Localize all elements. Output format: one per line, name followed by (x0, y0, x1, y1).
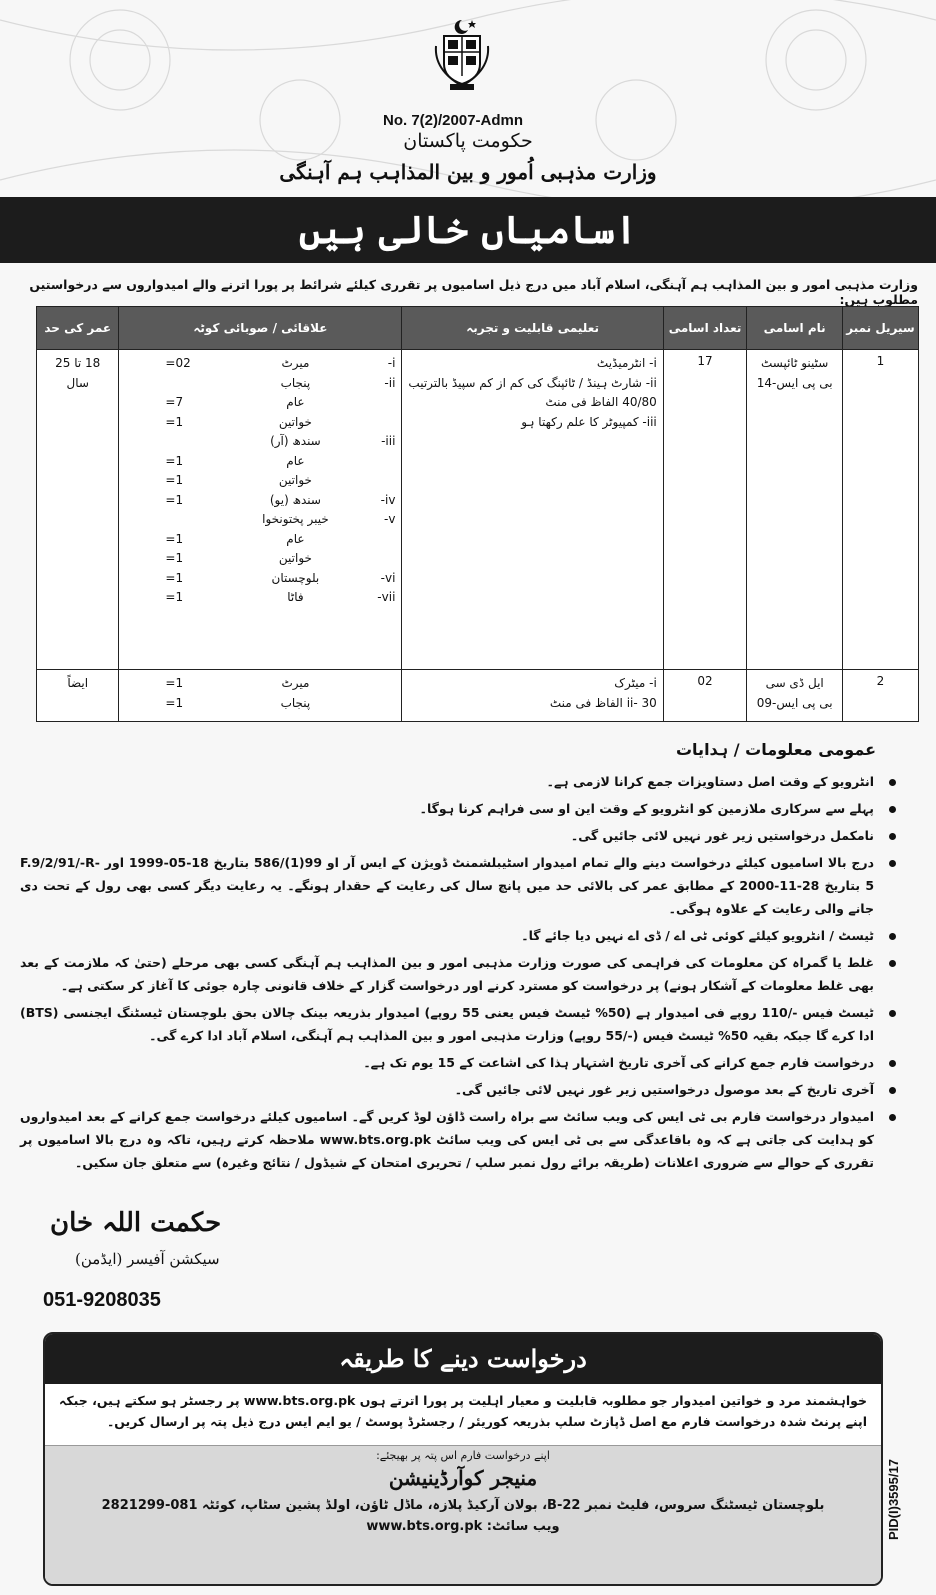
quota-item (125, 588, 395, 608)
header-count: تعداد اسامی (663, 307, 747, 350)
serial-cell: 2 (842, 670, 918, 722)
bullet-icon (889, 833, 896, 840)
quota-value: =1 (165, 551, 184, 565)
quota-index (355, 694, 395, 714)
quota-item (125, 510, 395, 530)
header-qualification: تعلیمی قابلیت و تجربہ (402, 307, 663, 350)
quota-index: i- (387, 356, 396, 370)
quota-index: iii- (381, 434, 396, 448)
qualification-line: i- میٹرک (614, 676, 657, 690)
quota-name: سندھ (آر) (270, 434, 321, 448)
quota-name: خواتین (278, 414, 312, 429)
signatory-title: سیکشن آفیسر (ایڈمن) (75, 1250, 220, 1268)
quota-index: ii- (384, 375, 396, 390)
quota-value: =7 (165, 395, 184, 409)
header-post: نام اسامی (747, 307, 843, 350)
age-range: 18 تا 25 (55, 356, 101, 370)
quota-index: v- (383, 512, 396, 526)
quota-index (355, 413, 395, 433)
government-name: حکومت پاکستان (403, 130, 533, 152)
header-quota: علاقائی / صوبائی کوٹہ (119, 307, 402, 350)
quota-value (125, 510, 235, 530)
quota-item (125, 374, 395, 394)
quota-item (125, 413, 395, 433)
count-cell: 17 (663, 350, 747, 670)
instruction-text: نامکمل درخواستیں زیر غور نہیں لائی جائیں گی۔ (570, 828, 874, 843)
instruction-text: درج بالا اسامیوں کیلئے درخواست دینے والے تمام امیدوار اسٹیبلشمنٹ ڈویژن کے ایس آر او 99(1)/586 بتاریخ 18-05-1999 اور F.9/2/91/-R-5 بتاریخ 28-11-2000 کے مطابق عمر کی بالائی حد میں پانچ سال کی رعایت کے حقدار ہونگے۔ یہ رعایت دیگر کسی بھی رول کے تحت دی جانے والی رعایت کے علاوہ ہوگی۔ (20, 855, 875, 916)
age-cell (37, 350, 119, 670)
table-row (37, 670, 919, 722)
quota-name: پنجاب (280, 695, 311, 710)
list-item (20, 1078, 900, 1101)
quota-value: =1 (165, 590, 184, 604)
quota-value: =1 (165, 676, 184, 690)
quota-value: =1 (165, 695, 184, 710)
quota-name: عام (286, 395, 305, 409)
manager-title: منیجر کوآرڈینیشن (388, 1466, 538, 1490)
instruction-text: انٹرویو کے وقت اصل دستاویزات جمع کرانا لازمی ہے۔ (546, 774, 874, 789)
age-cell (37, 670, 119, 722)
quota-name: میرٹ (281, 356, 310, 370)
instructions-title: عمومی معلومات / ہدایات (675, 740, 876, 759)
qualification-line: iii- کمپیوٹر کا علم رکھتا ہو (521, 414, 657, 429)
list-item (20, 1001, 900, 1047)
quota-cell (119, 350, 402, 670)
quota-name: سندھ (یو) (269, 492, 321, 507)
bullet-icon (889, 1087, 896, 1094)
quota-item (125, 393, 395, 413)
contact-phone: 051-9208035 (43, 1289, 161, 1311)
vacancies-banner: اسامیاں خالی ہیں (0, 197, 936, 263)
how-to-apply-text: خواہشمند مرد و خواتین امیدوار جو مطلوبہ قابلیت و معیار اہلیت پر پورا اترتے ہوں www.bts.org.pk پر رجسٹر ہو سکتے ہیں، جبکہ اپنے پرنٹ شدہ درخواست فارم مع اصل ڈپازٹ سلپ بذریعہ کوریئر / رجسٹرڈ پوسٹ / یو ایم ایس درج ذیل پتہ پر ارسال کریں۔ (59, 1393, 867, 1429)
post-scale: بی پی ایس-14 (756, 375, 833, 390)
quota-item (125, 530, 395, 550)
list-item (20, 824, 900, 847)
quota-name: میرٹ (281, 676, 310, 690)
quota-name: عام (286, 453, 305, 468)
instruction-text: غلط یا گمراہ کن معلومات کی فراہمی کی صورت وزارت مذہبی امور و بین المذاہب ہم آہنگی کسی بھی مرحلے (حتیٰ کہ ملازمت کے بعد بھی غلط معلومات کے آشکار ہونے) پر درخواست کو مسترد کرنے اور درخواست گزار کے خلاف قانونی چارہ جوئی کا آغاز کر سکتی ہے۔ (20, 955, 874, 993)
vacancies-table (36, 306, 919, 722)
quota-value: =1 (165, 531, 184, 546)
quota-index (355, 674, 395, 694)
instruction-text: ٹیسٹ / انٹرویو کیلئے کوئی ٹی اے / ڈی اے نہیں دیا جائے گا۔ (521, 928, 874, 943)
quota-name: خیبر پختونخوا (262, 512, 329, 526)
website-link[interactable]: ویب سائٹ: www.bts.org.pk (366, 1519, 560, 1534)
quota-index (355, 549, 395, 569)
quota-item (125, 694, 395, 714)
quota-index: vii- (377, 590, 396, 604)
bullet-icon (889, 960, 896, 967)
quota-cell (119, 670, 402, 722)
bullet-icon (889, 779, 896, 786)
count-cell: 02 (663, 670, 747, 722)
list-item (20, 770, 900, 793)
quota-value: =02 (165, 356, 191, 370)
instructions-list (20, 770, 900, 1178)
quota-name: عام (286, 531, 305, 546)
list-item (20, 851, 900, 920)
qualification-line: i- انٹرمیڈیٹ (596, 356, 657, 370)
qualification-cell (402, 350, 663, 670)
quota-index: iv- (380, 492, 396, 507)
instruction-text: آخری تاریخ کے بعد موصول درخواستیں زیر غور نہیں لائی جائیں گی۔ (454, 1082, 874, 1097)
quota-value: =1 (165, 492, 184, 507)
post-name: سٹینو ٹائپسٹ (760, 356, 829, 370)
post-scale: بی پی ایس-09 (756, 695, 833, 710)
list-item (20, 1051, 900, 1074)
quota-index (355, 530, 395, 550)
quota-value: =1 (165, 473, 184, 487)
post-cell (747, 350, 843, 670)
quota-index (355, 452, 395, 472)
list-item (20, 924, 900, 947)
quota-value: =1 (165, 453, 184, 468)
quota-index (355, 393, 395, 413)
quota-item (125, 432, 395, 452)
quota-value (125, 432, 235, 452)
postal-address: بلوچستان ٹیسٹنگ سروس، فلیٹ نمبر B-22، بولان آرکیڈ پلازہ، ماڈل ٹاؤن، اولڈ پشین سٹاپ، کوئٹہ 081-2821299 (101, 1498, 825, 1513)
quota-item (125, 471, 395, 491)
quota-item (125, 354, 395, 374)
how-to-apply-title: درخواست دینے کا طریقہ (45, 1334, 881, 1384)
age-unit: سال (66, 375, 89, 390)
quota-name: بلوچستان (271, 570, 320, 585)
send-to-label: اپنے درخواست فارم اس پتہ پر بھیجئے: (376, 1449, 550, 1462)
instruction-text: امیدوار درخواست فارم بی ٹی ایس کی ویب سائٹ سے براہ راست ڈاؤن لوڈ کریں گے۔ اسامیوں کیلئے درخواست جمع کرانے کے بعد امیدواروں کو ہدایت کی جاتی ہے کہ وہ باقاعدگی سے بی ٹی ایس کی ویب سائٹ www.bts.org.pk ملاحظہ کرتے رہیں، تاکہ وہ درج بالا اسامیوں پر تقرری کے حوالے سے ضروری اعلانات (طریقہ برائے رول نمبر سلپ / تحریری امتحان کے شیڈول / نتائج وغیرہ) سے متعلق جان سکیں۔ (20, 1109, 875, 1170)
signatory-name: حکمت اللہ خان (50, 1208, 222, 1238)
qualification-line: ii- شارٹ ہینڈ / ٹائپنگ کی کم از کم سپیڈ بالترتیب (408, 375, 657, 390)
quota-item (125, 674, 395, 694)
qualification-cell (402, 670, 663, 722)
post-cell (747, 670, 843, 722)
quota-item (125, 452, 395, 472)
reference-number: No. 7(2)/2007-Admn (383, 112, 524, 129)
table-row (37, 350, 919, 670)
list-item (20, 1105, 900, 1174)
quota-name: فاٹا (287, 590, 304, 604)
bullet-icon (889, 1010, 896, 1017)
bullet-icon (889, 1114, 896, 1121)
qualification-line: 40/80 الفاظ فی منٹ (545, 395, 657, 409)
table-header-row (37, 307, 919, 350)
quota-value: =1 (165, 414, 184, 429)
how-to-apply-box (43, 1332, 883, 1586)
header-serial: سیریل نمبر (842, 307, 918, 350)
quota-value: =1 (165, 570, 184, 585)
intro-text: وزارت مذہبی امور و بین المذاہب ہم آہنگی، اسلام آباد میں درج ذیل اسامیوں پر تقرری کیلئے شرائط پر پورا اترنے والے امیدواروں سے درخواستیں مطلوب ہیں: (29, 277, 918, 307)
qualification-line: ii- 30 الفاظ فی منٹ (549, 695, 657, 710)
quota-index (355, 471, 395, 491)
serial-cell: 1 (842, 350, 918, 670)
address-panel (45, 1445, 881, 1585)
instruction-text: پہلے سے سرکاری ملازمین کو انٹرویو کے وقت این او سی فراہم کرنا ہوگا۔ (419, 801, 874, 816)
quota-item (125, 491, 395, 511)
bullet-icon (889, 806, 896, 813)
list-item (20, 797, 900, 820)
state-emblem-icon (432, 16, 492, 92)
bullet-icon (889, 860, 896, 867)
quota-item (125, 549, 395, 569)
quota-name: پنجاب (280, 375, 311, 390)
bullet-icon (889, 1060, 896, 1067)
header-age: عمر کی حد (37, 307, 119, 350)
list-item (20, 951, 900, 997)
pid-number: PID(I)3595/17 (886, 1459, 901, 1540)
bullet-icon (889, 933, 896, 940)
instruction-text: ٹیسٹ فیس -/110 روپے فی امیدوار ہے (50% ٹیسٹ فیس یعنی 55 روپے) امیدوار بذریعہ بینک چالان بحق بلوچستان ٹیسٹنگ ایجنسی (BTS) ادا کرے گا جبکہ بقیہ 50% ٹیسٹ فیس (-/55 روپے) وزارت مذہبی امور و بین المذاہب ہم آہنگی، اسلام آباد ادا کرے گی۔ (20, 1005, 874, 1043)
quota-item (125, 569, 395, 589)
quota-value (125, 374, 235, 394)
age-range: ایضاً (67, 676, 89, 690)
quota-name: خواتین (278, 473, 312, 487)
quota-name: خواتین (278, 551, 312, 565)
post-name: ایل ڈی سی (765, 676, 824, 690)
instruction-text: درخواست فارم جمع کرانے کی آخری تاریخ اشتہار ہذا کی اشاعت کے 15 یوم تک ہے۔ (363, 1055, 874, 1070)
quota-index: vi- (380, 570, 396, 585)
ministry-name: وزارت مذہبی اُمور و بین المذاہب ہم آہنگی (279, 160, 657, 184)
